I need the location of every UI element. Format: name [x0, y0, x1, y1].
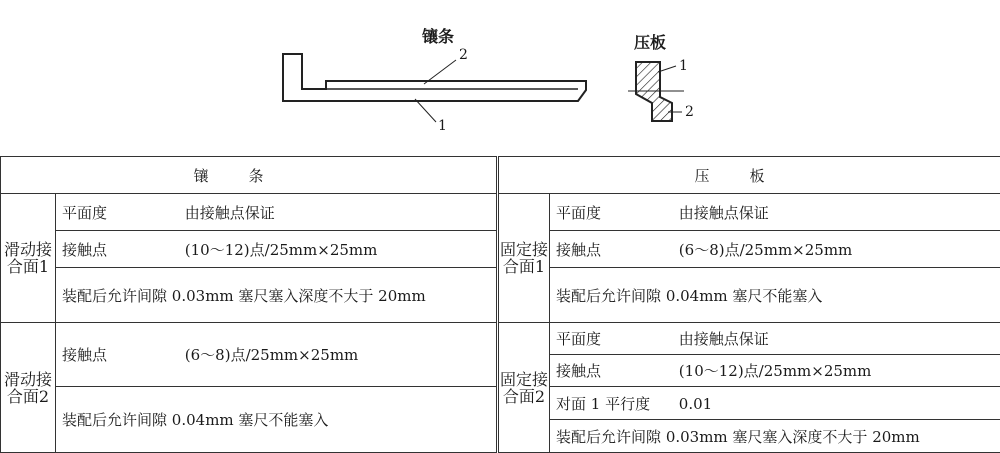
row-value: (6～8)点/25mm×25mm [185, 344, 358, 365]
row-value: 0.04mm 塞尺不能塞入 [172, 409, 329, 430]
right-cell [550, 420, 1000, 453]
right-group-2-label: 固定接合面2 [498, 323, 550, 453]
row-value: 由接触点保证 [679, 328, 769, 349]
spec-table [0, 156, 1000, 453]
strip-title: 镶条 [422, 24, 454, 47]
row-item: 接触点 [62, 344, 180, 365]
plate-title: 压板 [634, 30, 666, 53]
left-cell [56, 194, 498, 231]
row-item: 接触点 [556, 239, 674, 260]
row-item: 平面度 [556, 328, 674, 349]
figure-area [0, 0, 1000, 155]
right-cell [550, 387, 1000, 420]
right-cell [550, 355, 1000, 387]
right-cell [550, 268, 1000, 323]
right-cell [550, 323, 1000, 355]
left-cell [56, 231, 498, 268]
strip-profile [283, 54, 586, 101]
row-value: (10～12)点/25mm×25mm [679, 360, 872, 381]
row-item: 接触点 [556, 360, 674, 381]
left-group-1-label: 滑动接合面1 [1, 194, 56, 323]
row-value: (10～12)点/25mm×25mm [185, 239, 378, 260]
figure-drawing [0, 0, 1000, 155]
row-item: 接触点 [62, 239, 180, 260]
row-item: 平面度 [556, 202, 674, 223]
plate-callout-2: 2 [685, 104, 694, 120]
left-cell [56, 323, 498, 387]
row-value: 0.03mm 塞尺塞入深度不大于 20mm [666, 426, 920, 447]
left-header: 镶条 [1, 157, 498, 194]
right-header: 压板 [498, 157, 1000, 194]
table-row [1, 194, 1000, 231]
row-value: 由接触点保证 [185, 202, 275, 223]
table-header-row [1, 157, 1000, 194]
left-group-2-label: 滑动接合面2 [1, 323, 56, 453]
plate-callout-1: 1 [679, 58, 688, 74]
right-cell [550, 231, 1000, 268]
strip-callout-1: 1 [438, 118, 447, 134]
row-item: 对面 1 平行度 [556, 393, 674, 414]
strip-leader-1 [415, 99, 436, 122]
table-row [1, 323, 1000, 355]
row-value: 由接触点保证 [679, 202, 769, 223]
strip-callout-2: 2 [459, 47, 468, 63]
row-item: 装配后允许间隙 [556, 285, 661, 306]
left-cell [56, 387, 498, 453]
row-item: 装配后允许间隙 [62, 285, 167, 306]
row-value: 0.03mm 塞尺塞入深度不大于 20mm [172, 285, 426, 306]
right-group-1-label: 固定接合面1 [498, 194, 550, 323]
left-cell [56, 268, 498, 323]
row-item: 平面度 [62, 202, 180, 223]
row-item: 装配后允许间隙 [556, 426, 661, 447]
row-value: (6～8)点/25mm×25mm [679, 239, 852, 260]
row-value: 0.01 [679, 395, 712, 413]
row-value: 0.04mm 塞尺不能塞入 [666, 285, 823, 306]
right-cell [550, 194, 1000, 231]
row-item: 装配后允许间隙 [62, 409, 167, 430]
